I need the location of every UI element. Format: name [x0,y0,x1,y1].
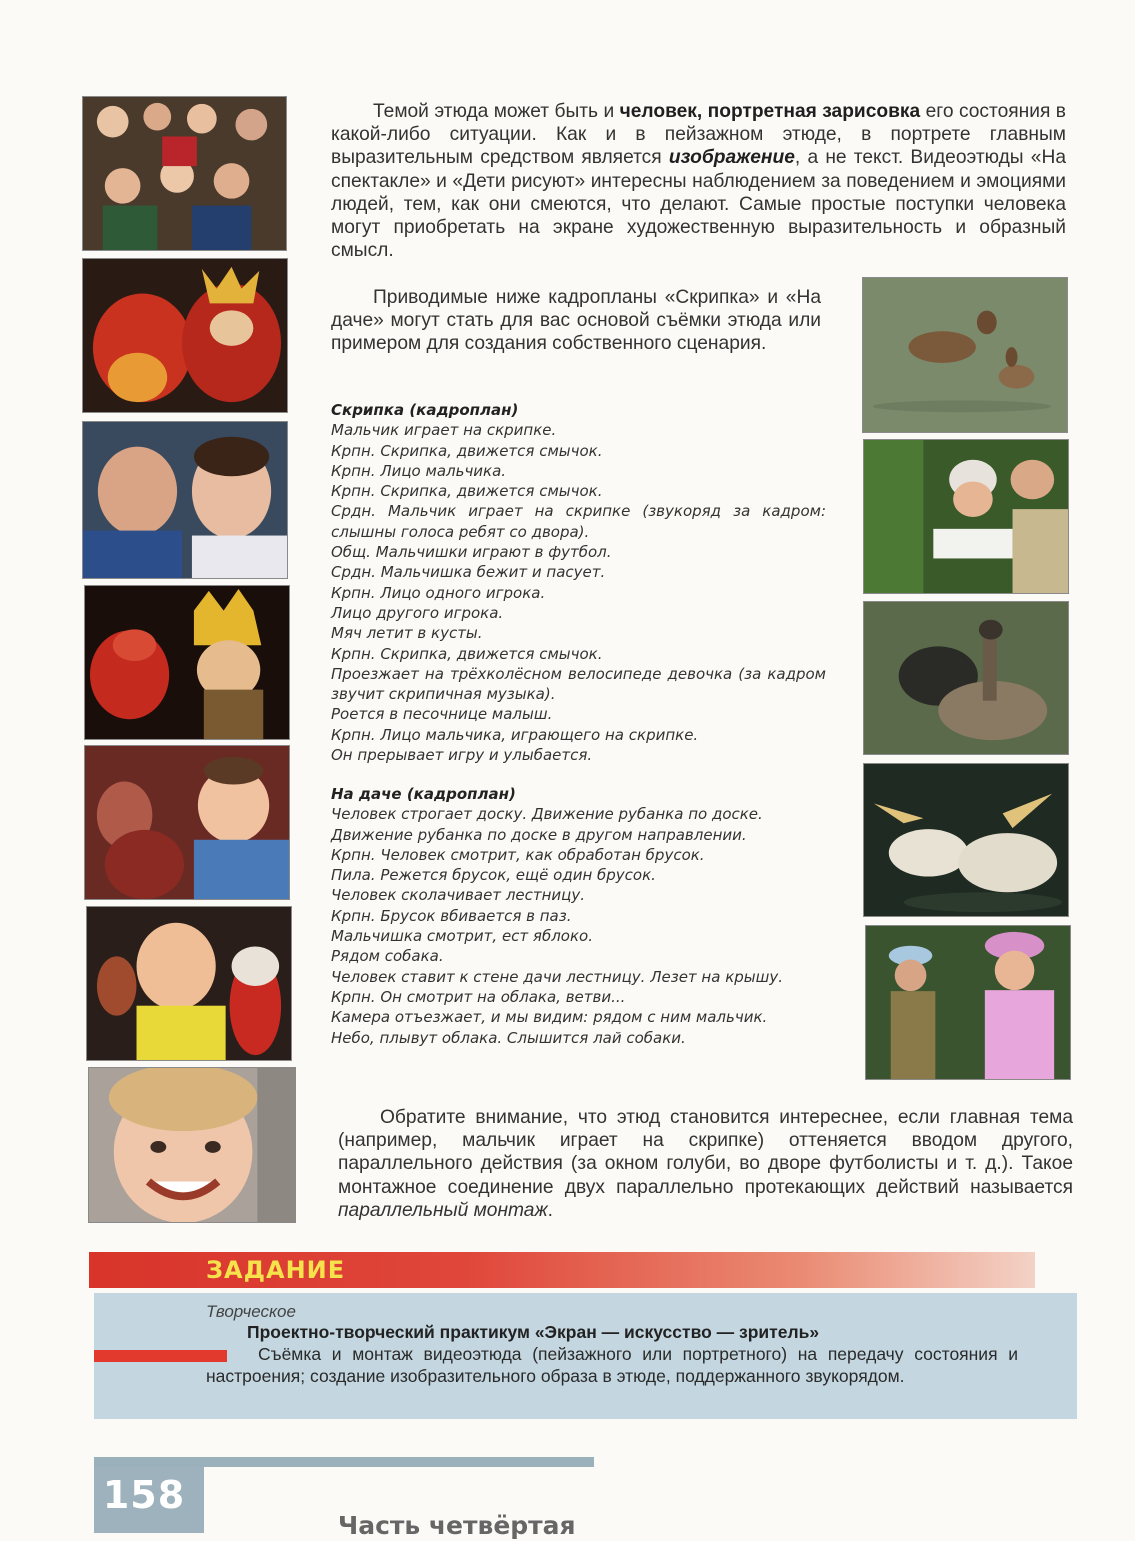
plan-line: Общ. Мальчишки играют в футбол. [331,543,612,562]
plan-line: Срдн. Мальчик играет на скрипке (звукоряд за кадром: слышны голоса ребят со двора). [331,502,826,541]
plan-line: Крпн. Брусок вбивается в паз. [331,906,572,925]
plan-line: Лицо другого игрока. [331,603,504,622]
violin-plan [331,400,826,765]
photo-ducks-swimming [862,277,1068,433]
intro-text-2: его состояния в какой-либо ситуации. Как и в пейзажном этюде, в портрете главным выразительным средством является [331,101,1066,169]
plan-line: Мальчишка смотрит, ест яблоко. [331,927,593,946]
second-paragraph-text: Приводимые ниже кадропланы «Скрипка» и «На даче» могут стать для вас основой съёмки этюда или примером для создания собственного сценария. [331,287,821,355]
photo-puppet-king [84,585,290,740]
second-paragraph [331,286,821,356]
plan-line: Крпн. Скрипка, движется смычок. [331,644,603,663]
intro-bold-phrase: человек, портретная зарисовка [619,101,921,122]
intro-text-3: , а не текст. Видеоэтюды «На спектакле» и «Дети рисуют» интересны наблюдением за поведением и эмоциями людей, тем, как они смеются, что делают. Самые простые поступки человека могут приобретать на экране художественную выразительность и образный смысл. [331,147,1066,262]
plan-line: Роется в песочнице малыш. [331,705,553,724]
plan-line: Человек строгает доску. Движение рубанка по доске. [331,805,763,824]
plan-line: Мальчик играет на скрипке. [331,421,557,440]
task-type: Творческое [206,1302,296,1321]
plan-line: Он прерывает игру и улыбается. [331,746,593,765]
photo-toddler-smiling [88,1067,296,1223]
plan-line: Крпн. Скрипка, движется смычок. [331,441,603,460]
plan-line: Крпн. Лицо мальчика, играющего на скрипке. [331,725,699,744]
photo-girls-drawing-outdoors [865,925,1071,1080]
intro-bold-italic-word: изображение [668,147,795,169]
closing-end: . [547,1199,553,1221]
plan-line: Крпн. Человек смотрит, как обработан брусок. [331,845,705,864]
intro-paragraph [331,100,1066,262]
violin-plan-title: Скрипка (кадроплан) [331,401,519,419]
photo-pelicans [863,763,1069,917]
plan-line: Человек ставит к стене дачи лестницу. Лезет на крышу. [331,967,783,986]
photo-puppets-red [82,258,288,413]
photo-goose [863,601,1069,755]
page-number: 158 [102,1473,186,1517]
plan-line: Небо, плывут облака. Слышится лай собаки. [331,1028,686,1047]
photo-girl-clapping [86,906,292,1061]
photo-children-drawing [863,439,1069,594]
task-heading: Проектно-творческий практикум «Экран — искусство — зритель» [247,1322,820,1342]
task-title: ЗАДАНИЕ [206,1256,346,1284]
dacha-plan [331,784,826,1048]
task-description-text: Съёмка и монтаж видеоэтюда (пейзажного или портретного) на передачу состояния и настроения; создание изобразительного образа в этюде, поддержанного звукорядом. [206,1344,1018,1386]
part-title: Часть четвёртая [338,1511,576,1540]
footer-rule [94,1457,594,1467]
plan-line: Мяч летит в кусты. [331,624,483,643]
plan-line: Срдн. Мальчишка бежит и пасует. [331,563,606,582]
closing-paragraph [338,1106,1073,1222]
plan-line: Пила. Режется брусок, ещё один брусок. [331,866,656,885]
plan-line: Движение рубанка по доске в другом направлении. [331,825,747,844]
plan-line: Крпн. Лицо одного игрока. [331,583,546,602]
plan-line: Крпн. Лицо мальчика. [331,461,507,480]
plan-line: Крпн. Он смотрит на облака, ветви... [331,987,626,1006]
plan-line: Камера отъезжает, и мы видим: рядом с ним мальчик. [331,1008,768,1027]
closing-italic-term: параллельный монтаж [338,1199,548,1221]
photo-children-faces [82,421,288,579]
plan-line: Рядом собака. [331,947,444,966]
task-description [206,1343,1018,1387]
dacha-plan-title: На даче (кадроплан) [331,785,516,803]
closing-text: Обратите внимание, что этюд становится интереснее, если главная тема (например, мальчик играет на скрипке) оттеняется вводом другого, параллельного действия (за окном голуби, во дворе футболисты и т. д.). Такое монтажное соединение двух параллельно протекающих действий называется [338,1107,1073,1198]
plan-line: Проезжает на трёхколёсном велосипеде девочка (за кадром звучит скрипичная музыка). [331,664,826,704]
photo-boy-laughing [84,745,290,900]
intro-text-1: Темой этюда может быть и [373,101,620,122]
plan-line: Человек сколачивает лестницу. [331,886,586,905]
plan-line: Крпн. Скрипка, движется смычок. [331,482,603,501]
photo-children-audience [82,96,287,251]
